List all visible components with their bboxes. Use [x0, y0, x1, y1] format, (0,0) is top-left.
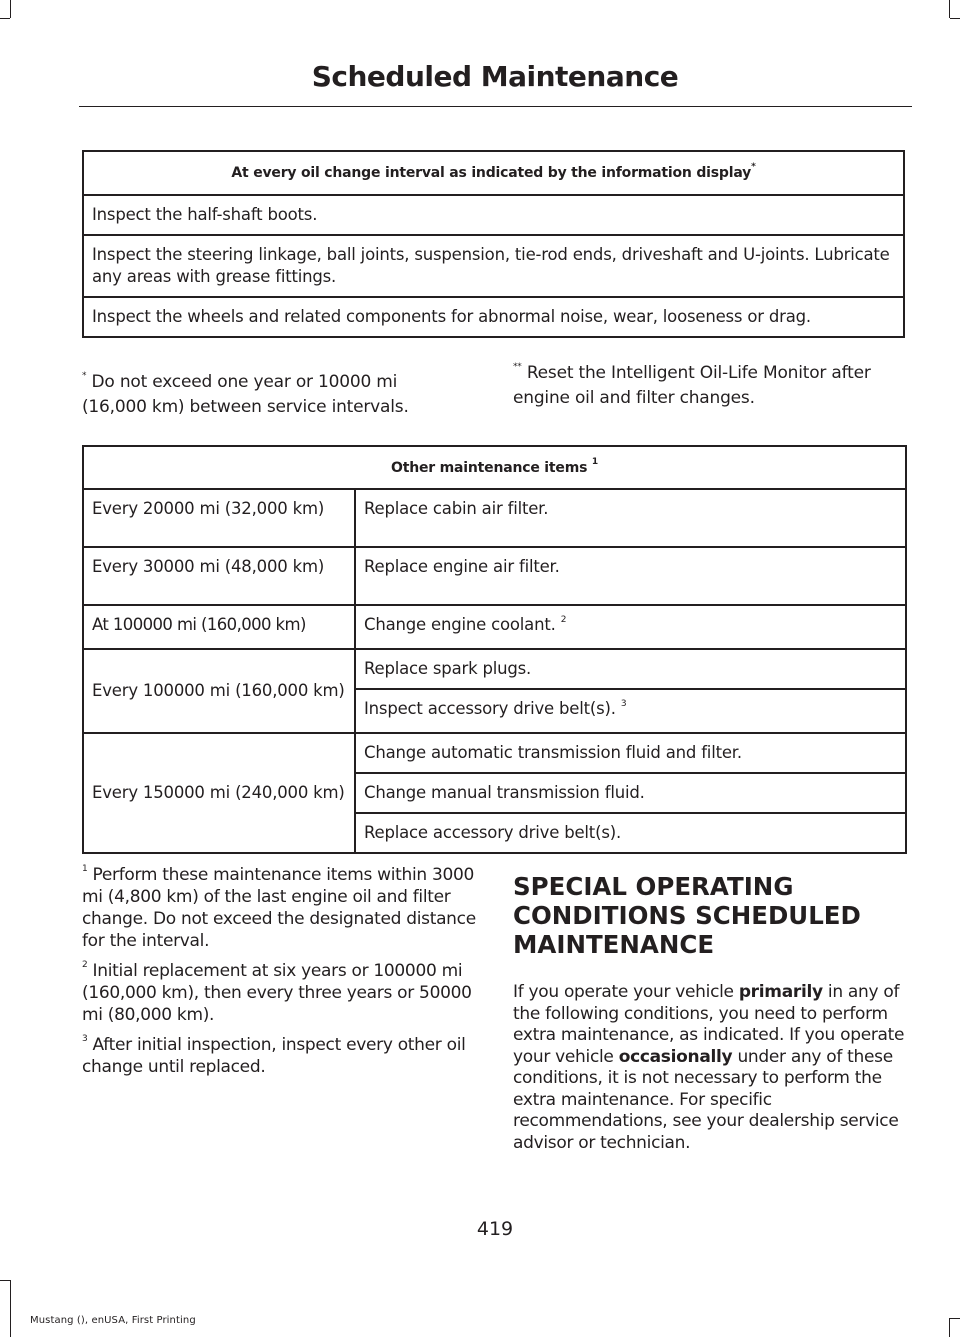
crop-mark: [10, 1280, 11, 1337]
interval-cell: Every 150000 mi (240,000 km): [83, 733, 355, 853]
oil-table-row: Inspect the half-shaft boots.: [83, 195, 904, 235]
interval-cell: Every 30000 mi (48,000 km): [83, 547, 355, 605]
print-footer: Mustang (), enUSA, First Printing: [30, 1315, 196, 1326]
crop-mark: [0, 1280, 10, 1281]
crop-mark: [950, 1318, 960, 1319]
footnote: $^3$ After initial inspection, inspect every other oil change until replaced.: [82, 1034, 466, 1077]
item-cell: Change engine coolant. $^2$: [355, 605, 906, 649]
crop-mark: [950, 18, 960, 19]
oil-table-row: Inspect the wheels and related components for abnormal noise, wear, looseness or drag.: [83, 297, 904, 337]
page-title: Scheduled Maintenance: [311, 60, 679, 93]
oil-table-row: Inspect the steering linkage, ball joints, suspension, tie-rod ends, driveshaft and U-joints. Lubricate any areas with grease fittings.: [83, 235, 904, 297]
crop-mark: [949, 0, 950, 18]
interval-cell: Every 100000 mi (160,000 km): [83, 649, 355, 733]
interval-cell: Every 20000 mi (32,000 km): [83, 489, 355, 547]
footnotes: [82, 864, 482, 1086]
crop-mark: [0, 18, 10, 19]
section-body: If you operate your vehicle primarily in any of the following conditions, you need to perform extra maintenance, as indicated. If you operate your vehicle occasionally under any of these conditions, it is not necessary to perform the extra maintenance. For specific recommendations, see your dealership service advisor or technician.: [513, 982, 905, 1153]
item-cell: Change automatic transmission fluid and filter.: [355, 733, 906, 773]
note-right: ** Reset the Intelligent Oil-Life Monitor after engine oil and filter changes.: [513, 362, 871, 408]
item-cell: Replace spark plugs.: [355, 649, 906, 689]
item-cell: Replace cabin air filter.: [355, 489, 906, 547]
crop-mark: [949, 1318, 950, 1337]
item-cell: Replace engine air filter.: [355, 547, 906, 605]
other-table-heading: Other maintenance items $^1$: [83, 446, 906, 489]
oil-change-table: [82, 150, 905, 338]
note-left: * Do not exceed one year or 10000 mi (16,000 km) between service intervals.: [82, 371, 409, 417]
interval-cell: At 100000 mi (160,000 km): [83, 605, 355, 649]
item-cell: Change manual transmission fluid.: [355, 773, 906, 813]
footnote: $^1$ Perform these maintenance items within 3000 mi (4,800 km) of the last engine oil and filter change. Do not exceed the designated distance for the interval.: [82, 864, 476, 951]
page-number: 419: [476, 1218, 514, 1240]
crop-mark: [10, 0, 11, 18]
other-maintenance-table: [82, 445, 907, 854]
section-heading: SPECIAL OPERATING CONDITIONS SCHEDULED MAINTENANCE: [513, 872, 861, 959]
item-cell: Inspect accessory drive belt(s). $^3$: [355, 689, 906, 733]
oil-table-heading: At every oil change interval as indicated by the information display*: [83, 151, 904, 195]
item-cell: Replace accessory drive belt(s).: [355, 813, 906, 853]
footnote: $^2$ Initial replacement at six years or 100000 mi (160,000 km), then every three years or 50000 mi (80,000 km).: [82, 960, 472, 1025]
title-rule: [79, 106, 912, 107]
